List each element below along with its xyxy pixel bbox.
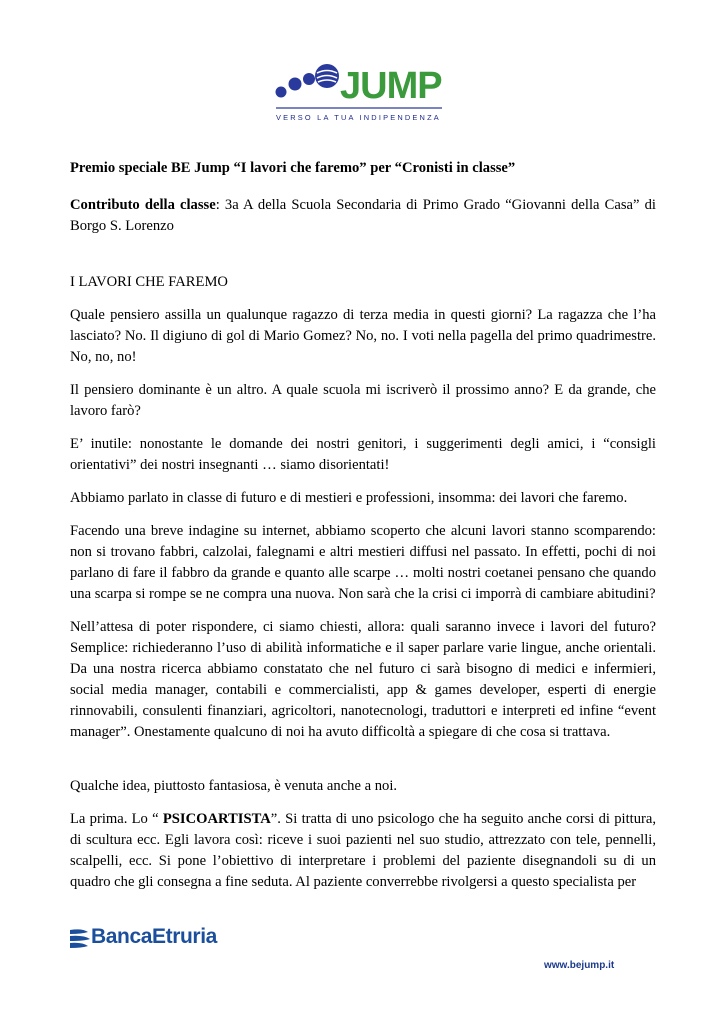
paragraph-8-rest: ”. Si tratta di uno psicologo che ha seguito anche corsi di pittura, di scultura ecc. Egli lavora così: riceve i suoi pazienti nel suo studio, attrezzato con tele, pennelli, scalpelli, ecc. Si pone l’obiettivo di interpretare i problemi del paziente disegnandoli su di un quadro che gli consegna a fine seduta. Al paziente converrebbe rivolgersi a questo specialista per <box>70 811 656 890</box>
paragraph-3: E’ inutile: nonostante le domande dei nostri genitori, i suggerimenti degli amici, i “consigli orientativi” dei nostri insegnanti … siamo disorientati! <box>70 436 656 473</box>
footer-url-link[interactable]: www.bejump.it <box>544 960 615 971</box>
banca-etruria-logo <box>68 924 228 954</box>
paragraph-8-lead: La prima. Lo “ <box>70 811 163 827</box>
document-body <box>70 158 656 893</box>
psicoartista-term: PSICOARTISTA <box>162 811 271 827</box>
banca-etruria-mark-icon <box>68 926 92 950</box>
banca-etruria-brand: BancaEtruria <box>91 925 217 948</box>
paragraph-4: Abbiamo parlato in classe di futuro e di mestieri e professioni, insomma: dei lavori che faremo. <box>70 490 628 506</box>
logo-tagline: VERSO LA TUA INDIPENDENZA <box>276 113 441 122</box>
paragraph-8 <box>70 809 656 893</box>
contribution-label: Contributo della classe <box>70 197 216 213</box>
paragraph-2: Il pensiero dominante è un altro. A quale scuola mi iscriverò il prossimo anno? E da grande, che lavoro farò? <box>70 382 656 419</box>
paragraph-7: Qualche idea, piuttosto fantasiosa, è venuta anche a noi. <box>70 778 398 794</box>
paragraph-6: Nell’attesa di poter rispondere, ci siamo chiesti, allora: quali saranno invece i lavori del futuro? Semplice: richiederanno l’uso di abilità informatiche e il saper parlare varie lingue, anche orientali. Da una nostra ricerca abbiamo constatato che nel futuro ci sarà bisogno di medici e infermieri, social media manager, contabili e commercialisti, app & games developer, esperti di energie rinnovabili, consulenti finanziari, agricoltori, nanotecnologi, traduttori e interpreti ed infine “event manager”. Onestamente qualcuno di noi ha avuto difficoltà a spiegare di che cosa si trattava. <box>70 619 656 740</box>
contribution-text: : 3a A della Scuola Secondaria di Primo Grado “Giovanni della Casa” di Borgo S. Lorenzo <box>70 197 656 234</box>
document-heading: Premio speciale BE Jump “I lavori che faremo” per “Cronisti in classe” <box>70 160 516 176</box>
jump-logo <box>272 46 457 128</box>
contribution-line <box>70 195 656 237</box>
logo-wordmark: JUMP <box>340 65 442 107</box>
section-title: I LAVORI CHE FAREMO <box>70 274 228 290</box>
paragraph-1: Quale pensiero assilla un qualunque ragazzo di terza media in questi giorni? La ragazza che l’ha lasciato? No. Il digiuno di gol di Mario Gomez? No, no. I voti nella pagella del primo quadrimestre. No, no, no! <box>70 307 656 365</box>
paragraph-5: Facendo una breve indagine su internet, abbiamo scoperto che alcuni lavori stanno scomparendo: non si trovano fabbri, calzolai, falegnami e altri mestieri diffusi nel passato. In effetti, pochi di noi parlano di fare il fabbro da grande e quanto alle scarpe … molti nostri coetanei pensano che quando una scarpa si rompe se ne compra una nuova. Non sarà che la crisi ci imporrà di cambiare abitudini? <box>70 523 656 602</box>
